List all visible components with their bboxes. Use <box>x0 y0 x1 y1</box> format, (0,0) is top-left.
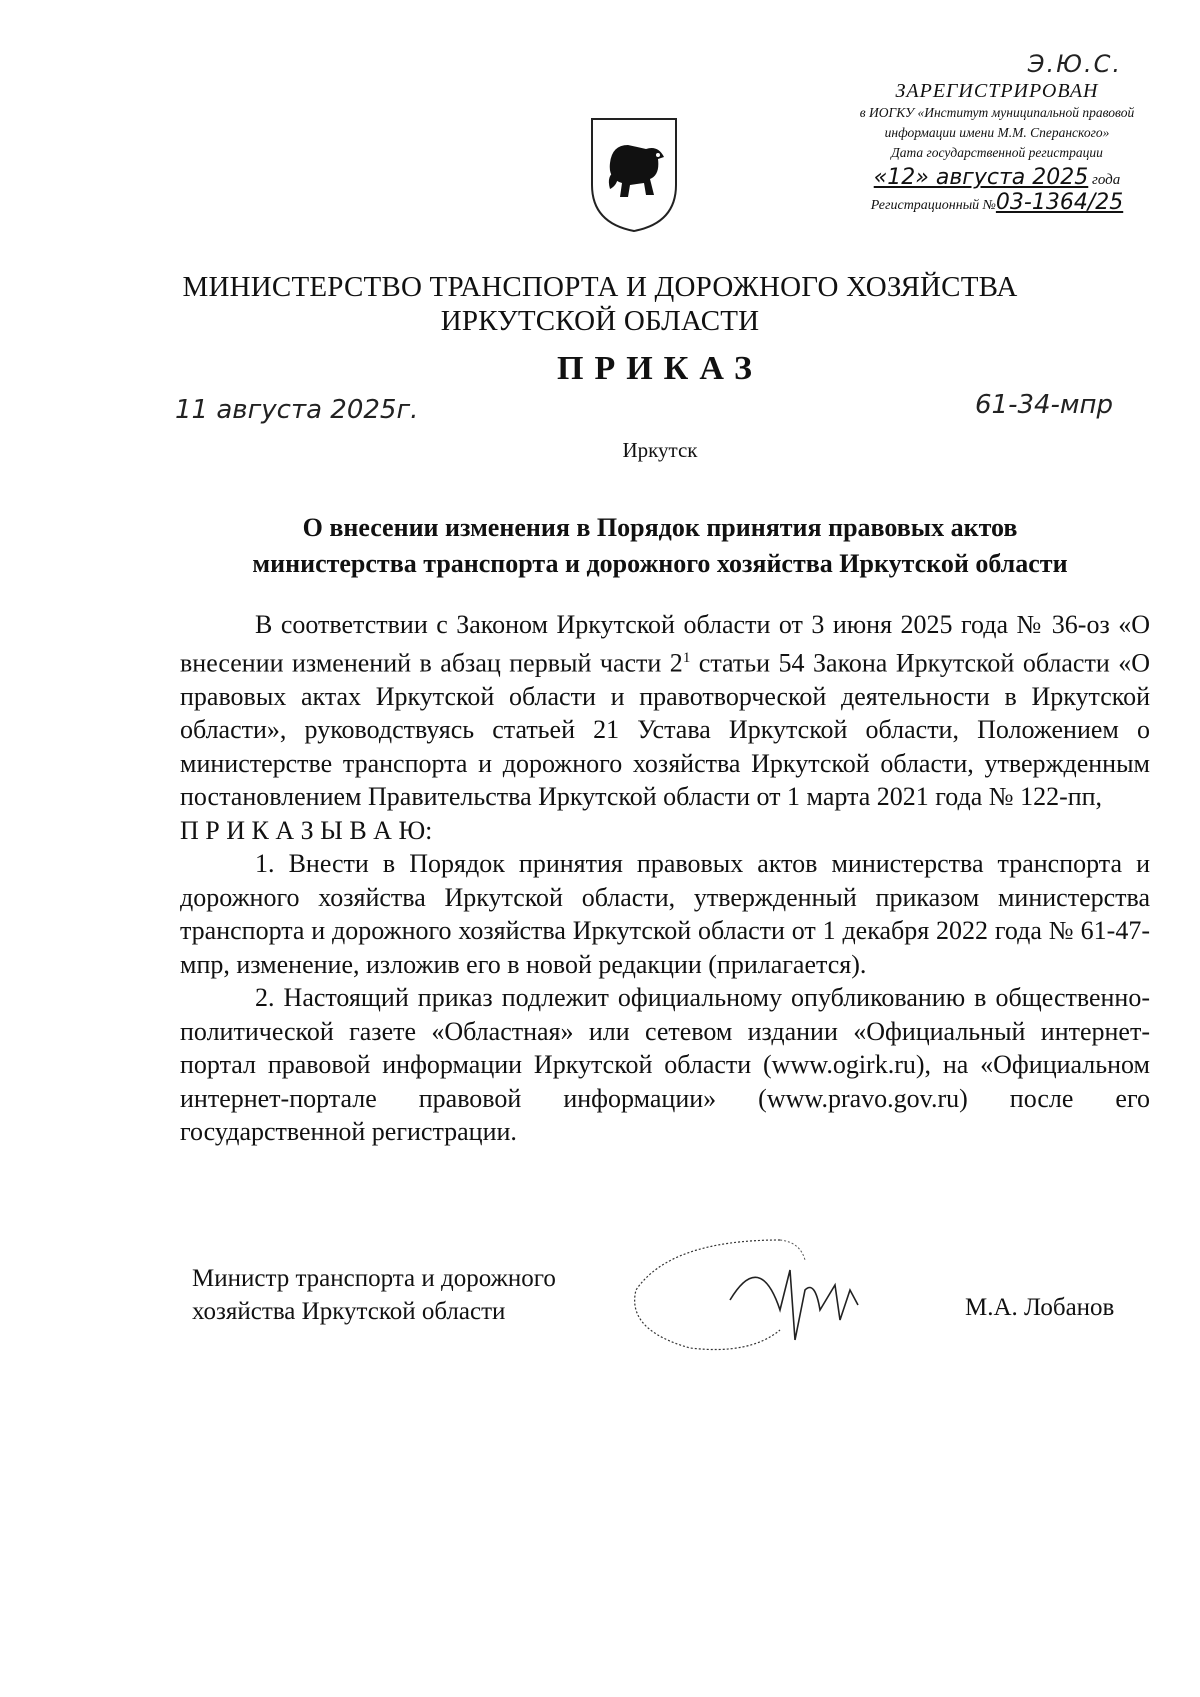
position-line-1: Министр транспорта и дорожного <box>192 1265 556 1292</box>
preamble-paragraph <box>180 608 1150 814</box>
coat-of-arms-icon <box>588 115 680 235</box>
signatory-position <box>192 1262 556 1328</box>
item-2-paragraph: 2. Настоящий приказ подлежит официальному опубликованию в общественно-политической газете «Областная» или сетевом издании «Официальный интернет-портал правовой информации Иркутской области (www.ogirk.ru), на «Официальном интернет-портале правовой информации» (www.pravo.gov.ru) после его государственной регистрации. <box>180 983 1150 1147</box>
document-type: ПРИКАЗ <box>557 350 763 387</box>
stamp-line-2: информации имени М.М. Сперанского» <box>884 125 1110 140</box>
preamble-text-a: В соответствии с Законом Иркутской области от 3 июня 2025 года № 36-оз «О внесении изменений в абзац первый части 2 <box>180 610 1150 678</box>
ministry-name <box>0 270 1200 338</box>
registration-stamp <box>832 50 1162 215</box>
stamp-line-3: Дата государственной регистрации <box>891 145 1103 160</box>
preamble-superscript: 1 <box>682 649 691 666</box>
stamp-line-1: в ИОГКУ «Институт муниципальной правовой <box>859 105 1135 120</box>
order-number-handwritten: 61-34-мпр <box>975 390 1114 420</box>
order-word: П Р И К А З Ы В А Ю: <box>180 815 433 845</box>
order-date-handwritten: 11 августа 2025г. <box>175 395 419 425</box>
stamp-date <box>832 165 1162 190</box>
stamp-handwritten-mark: Э.Ю.С. <box>1027 50 1122 78</box>
ministry-line-2: ИРКУТСКОЙ ОБЛАСТИ <box>440 305 760 337</box>
handwritten-signature-icon <box>630 1230 930 1360</box>
preamble-text-b: статьи 54 Закона Иркутской области «О правовых актах Иркутской области и правотворческой деятельности в Иркутской области», руководствуясь статьей 21 Устава Иркутской области, Положением о министерстве транспорта и дорожного хозяйства Иркутской области, утвержденным постановлением Правительства Иркутской области от 1 марта 2021 года № 122-пп, <box>180 648 1150 812</box>
document-body <box>180 608 1150 1149</box>
position-line-2: хозяйства Иркутской области <box>192 1298 506 1325</box>
title-line-1: О внесении изменения в Порядок принятия правовых актов <box>302 513 1018 542</box>
stamp-date-suffix: года <box>1092 172 1121 188</box>
stamp-date-handwritten: «12» августа 2025 <box>873 165 1089 190</box>
stamp-reg-label: Регистрационный № <box>870 198 996 213</box>
stamp-registration <box>832 190 1162 215</box>
stamp-title: ЗАРЕГИСТРИРОВАН <box>895 80 1099 102</box>
item-1-paragraph: 1. Внести в Порядок принятия правовых актов министерства транспорта и дорожного хозяйства Иркутской области, утвержденный приказом министерства транспорта и дорожного хозяйства Иркутской области от 1 декабря 2022 года № 61-47-мпр, изменение, изложив его в новой редакции (прилагается). <box>180 849 1150 979</box>
stamp-reg-number: 03-1364/25 <box>995 190 1124 215</box>
signatory-name: М.А. Лобанов <box>965 1294 1115 1321</box>
ministry-line-1: МИНИСТЕРСТВО ТРАНСПОРТА И ДОРОЖНОГО ХОЗЯЙСТВА <box>182 271 1018 303</box>
title-line-2: министерства транспорта и дорожного хозяйства Иркутской области <box>252 549 1068 578</box>
document-title <box>150 510 1170 582</box>
city: Иркутск <box>622 438 698 462</box>
